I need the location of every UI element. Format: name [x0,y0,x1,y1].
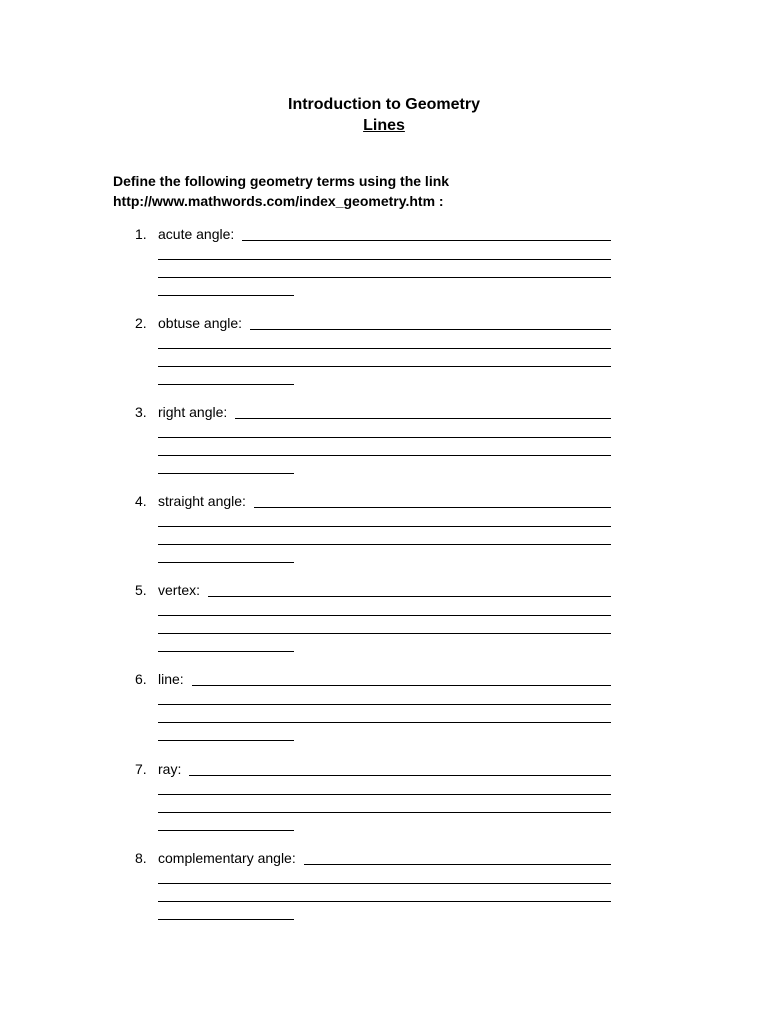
item-term: complementary angle: [158,850,296,866]
answer-line[interactable] [158,437,611,438]
item-term: vertex: [158,582,201,598]
answer-line[interactable] [158,615,611,616]
item-term: line: [158,671,184,687]
item-number: 7. [135,761,147,777]
answer-line[interactable] [158,384,294,385]
answer-line[interactable] [158,277,611,278]
item-number: 8. [135,850,147,866]
instructions-line-1: Define the following geometry terms using the link [113,173,450,189]
answer-line[interactable] [158,740,294,741]
answer-line[interactable] [192,671,611,686]
answer-line[interactable] [208,582,611,597]
answer-line[interactable] [158,348,611,349]
answer-line[interactable] [235,404,611,419]
instructions [113,171,449,211]
definition-item-3 [135,402,611,482]
answer-line[interactable] [158,901,611,902]
answer-line[interactable] [158,633,611,634]
answer-line[interactable] [158,651,294,652]
page-title: Introduction to Geometry [288,96,480,113]
definition-item-4 [135,491,611,571]
definition-item-5 [135,580,611,660]
definition-item-8 [135,848,611,928]
item-number: 5. [135,582,147,598]
answer-line[interactable] [158,794,611,795]
answer-line[interactable] [158,704,611,705]
item-term: straight angle: [158,493,246,509]
item-number: 3. [135,404,147,420]
item-term: acute angle: [158,226,235,242]
answer-line[interactable] [158,526,611,527]
item-number: 2. [135,315,147,331]
answer-line[interactable] [158,295,294,296]
answer-line[interactable] [158,473,294,474]
answer-line[interactable] [158,259,611,260]
definition-item-1 [135,224,611,304]
item-number: 6. [135,671,147,687]
definition-item-7 [135,759,611,839]
page-subtitle: Lines [363,117,405,134]
answer-line[interactable] [242,226,611,241]
item-term: ray: [158,761,182,777]
answer-line[interactable] [158,722,611,723]
definition-item-6 [135,669,611,749]
answer-line[interactable] [158,919,294,920]
definition-item-2 [135,313,611,393]
answer-line[interactable] [158,812,611,813]
answer-line[interactable] [304,850,611,865]
item-term: obtuse angle: [158,315,243,331]
answer-line[interactable] [158,366,611,367]
item-term: right angle: [158,404,228,420]
instructions-link[interactable]: http://www.mathwords.com/index_geometry.htm : [113,193,444,209]
answer-line[interactable] [158,830,294,831]
answer-line[interactable] [189,761,611,776]
item-number: 1. [135,226,147,242]
answer-line[interactable] [158,562,294,563]
answer-line[interactable] [158,544,611,545]
answer-line[interactable] [254,493,611,508]
item-number: 4. [135,493,147,509]
answer-line[interactable] [158,455,611,456]
answer-line[interactable] [250,315,611,330]
answer-line[interactable] [158,883,611,884]
